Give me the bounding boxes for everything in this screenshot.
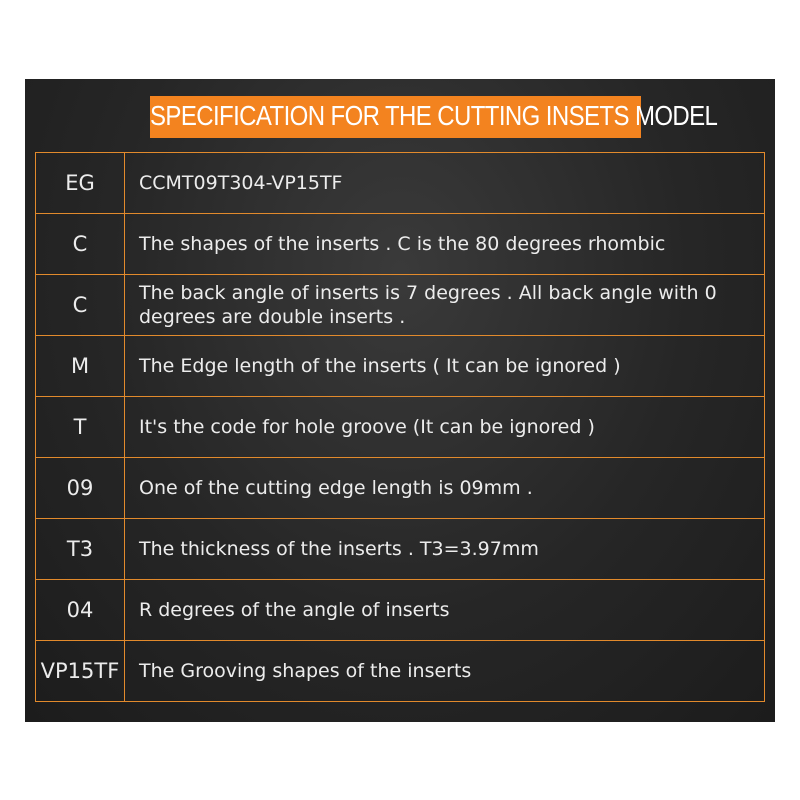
description-cell: It's the code for hole groove (It can be ignored ) — [125, 397, 765, 458]
description-cell: One of the cutting edge length is 09mm . — [125, 458, 765, 519]
table-row — [36, 519, 765, 580]
code-cell: 09 — [36, 458, 125, 519]
table-row — [36, 580, 765, 641]
description-cell: The Grooving shapes of the inserts — [125, 641, 765, 702]
code-cell: EG — [36, 153, 125, 214]
description-cell: The back angle of inserts is 7 degrees . All back angle with 0 degrees are double inserts . — [125, 275, 765, 336]
page-title: SPECIFICATION FOR THE CUTTING INSETS MODEL — [150, 100, 718, 132]
table-row — [36, 336, 765, 397]
table-row — [36, 641, 765, 702]
code-cell: 04 — [36, 580, 125, 641]
description-cell: CCMT09T304-VP15TF — [125, 153, 765, 214]
description-cell: The Edge length of the inserts ( It can be ignored ) — [125, 336, 765, 397]
code-cell: M — [36, 336, 125, 397]
table-row — [36, 397, 765, 458]
description-cell: R degrees of the angle of inserts — [125, 580, 765, 641]
spec-table — [35, 152, 765, 702]
table-row — [36, 153, 765, 214]
table-row — [36, 458, 765, 519]
table-row — [36, 214, 765, 275]
code-cell: C — [36, 275, 125, 336]
code-cell: T3 — [36, 519, 125, 580]
description-cell: The thickness of the inserts . T3=3.97mm — [125, 519, 765, 580]
code-cell: VP15TF — [36, 641, 125, 702]
title-banner — [150, 96, 718, 138]
table-row — [36, 275, 765, 336]
code-cell: C — [36, 214, 125, 275]
description-cell: The shapes of the inserts . C is the 80 degrees rhombic — [125, 214, 765, 275]
code-cell: T — [36, 397, 125, 458]
